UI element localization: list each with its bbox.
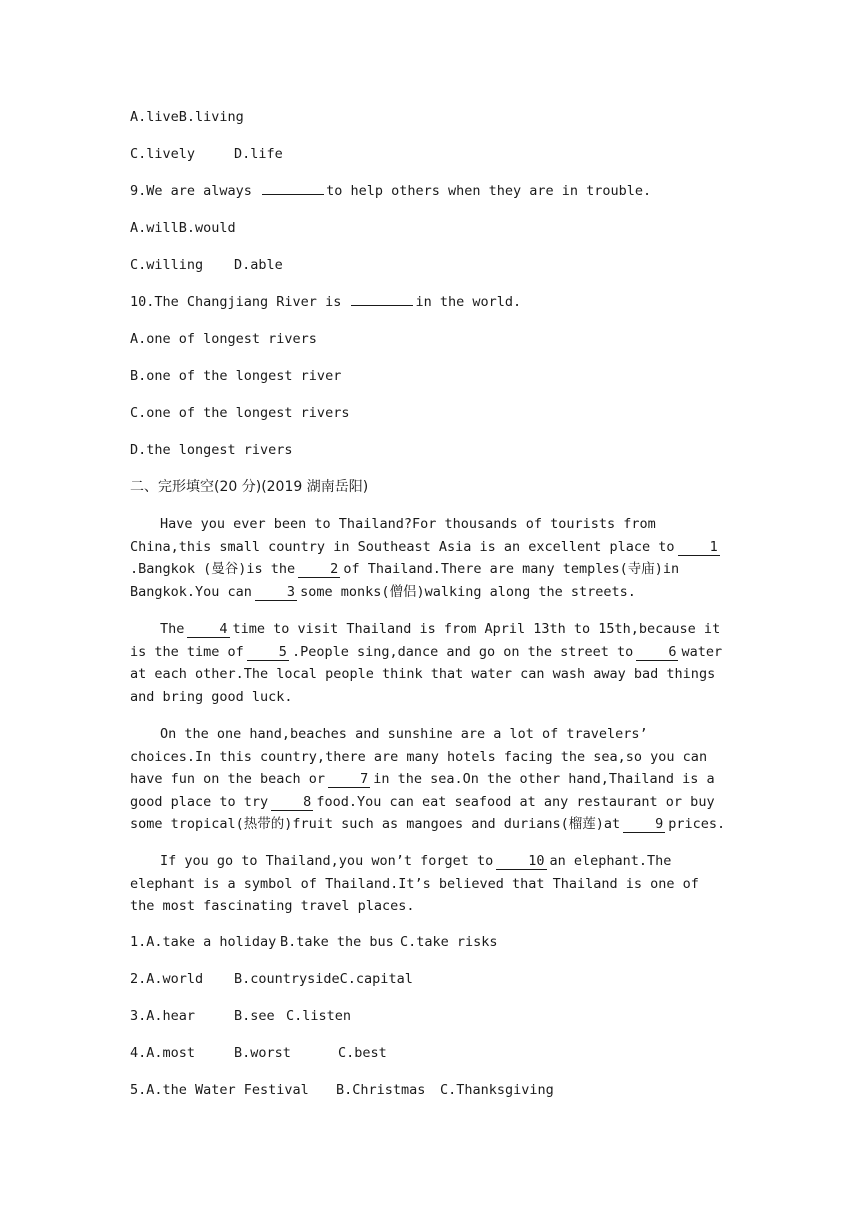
p3-text-3: food.You can eat seafood at any restaurant or buy some tropical(热带的)fruit such as mangoes and durians(榴莲)at: [130, 793, 715, 832]
p2-text-3: .People sing,dance and go on the street to: [291, 643, 634, 660]
p2-text-4: water at each other.The local people think that water can wash away bad things and bring good luck.: [130, 643, 723, 705]
q8-option-b: B.living: [178, 109, 244, 125]
choice-5-b: B.Christmas: [336, 1082, 426, 1098]
q10-stem-before: 10.The Changjiang River is: [130, 294, 342, 310]
q9-stem: [130, 180, 651, 203]
choice-1-c: C.take risks: [400, 934, 498, 950]
q8-option-c: C.lively: [130, 146, 196, 162]
cloze-gap-5: 5: [247, 644, 289, 661]
p1-text-3: of Thailand.There are many temples(寺庙)in Bangkok.You can: [130, 561, 680, 600]
p1-text-1: Have you ever been to Thailand?For thousands of tourists from China,this small country in Southeast Asia is an excellent place to: [130, 516, 675, 555]
q9-options-ab: [130, 217, 236, 240]
q8-options-cd: [130, 143, 283, 166]
section-heading: 二、完形填空(20 分)(2019 湖南岳阳): [130, 479, 369, 495]
choice-5-a: 5.A.the Water Festival: [130, 1082, 309, 1098]
choice-2-c: C.capital: [339, 971, 413, 987]
q9-option-c: C.willing: [130, 257, 204, 273]
q9-stem-after: to help others when they are in trouble.: [326, 183, 652, 199]
p3-text-4: prices.: [668, 816, 726, 832]
choice-2-b: B.countryside: [234, 971, 340, 987]
q10-answer-blank: [351, 291, 413, 306]
p4-text-2: an elephant.The elephant is a symbol of Thailand.It’s believed that Thailand is one of the most fascinating travel places.: [130, 853, 699, 914]
q9-stem-before: 9.We are always: [130, 183, 252, 199]
passage-paragraph-2: [130, 618, 730, 708]
cloze-gap-8: 8: [271, 794, 313, 811]
q9-option-b: B.would: [178, 220, 236, 236]
p1-text-4: some monks(僧侣)walking along the streets.: [300, 583, 636, 600]
q8-option-d: D.life: [234, 146, 283, 162]
passage-paragraph-1: [130, 513, 730, 603]
q8-option-a: A.live: [130, 109, 179, 125]
p3-text-1: On the one hand,beaches and sunshine are a lot of travelers’ choices.In this country,there are many hotels facing the sea,so you can have fun on the beach or: [130, 726, 708, 787]
cloze-gap-9: 9: [623, 816, 665, 833]
passage-paragraph-4: [130, 850, 730, 918]
choice-2-a: 2.A.world: [130, 971, 204, 987]
choice-row-1: [130, 931, 498, 954]
passage-paragraph-3: [130, 723, 730, 836]
choice-3-a: 3.A.hear: [130, 1008, 196, 1024]
cloze-gap-3: 3: [255, 584, 297, 601]
cloze-gap-1: 1: [678, 539, 720, 556]
choice-4-a: 4.A.most: [130, 1045, 196, 1061]
choice-1-b: B.take the bus: [280, 934, 394, 950]
q9-option-d: D.able: [234, 257, 283, 273]
cloze-gap-4: 4: [187, 621, 229, 638]
choice-3-c: C.listen: [286, 1008, 352, 1024]
q10-option-a: A.one of longest rivers: [130, 331, 317, 347]
q10-option-c: C.one of the longest rivers: [130, 405, 350, 421]
cloze-gap-6: 6: [636, 644, 678, 661]
p1-text-2: .Bangkok (曼谷)is the: [130, 561, 296, 577]
choice-4-c: C.best: [338, 1045, 387, 1061]
choice-3-b: B.see: [234, 1008, 275, 1024]
p4-text-1: If you go to Thailand,you won’t forget to: [160, 853, 494, 869]
q9-option-a: A.will: [130, 220, 179, 236]
q9-options-cd: [130, 254, 283, 277]
cloze-gap-10: 10: [496, 853, 546, 870]
cloze-gap-2: 2: [298, 561, 340, 578]
choice-row-5: [130, 1079, 554, 1102]
p2-text-1: The: [160, 621, 185, 637]
choice-row-4: [130, 1042, 387, 1065]
q9-answer-blank: [262, 180, 324, 195]
q10-option-d: D.the longest rivers: [130, 442, 293, 458]
choice-5-c: C.Thanksgiving: [440, 1082, 554, 1098]
q10-stem: [130, 291, 521, 314]
p2-text-2: time to visit Thailand is from April 13th to 15th,because it is the time of: [130, 621, 721, 660]
p3-text-2: in the sea.On the other hand,Thailand is a good place to try: [130, 771, 715, 810]
choice-row-3: [130, 1005, 351, 1028]
choice-1-a: 1.A.take a holiday: [130, 934, 277, 950]
q8-options-ab: [130, 106, 244, 129]
choice-4-b: B.worst: [234, 1045, 291, 1061]
q10-stem-after: in the world.: [415, 294, 522, 310]
choice-row-2: [130, 968, 413, 991]
q10-option-b: B.one of the longest river: [130, 368, 342, 384]
cloze-gap-7: 7: [328, 771, 370, 788]
